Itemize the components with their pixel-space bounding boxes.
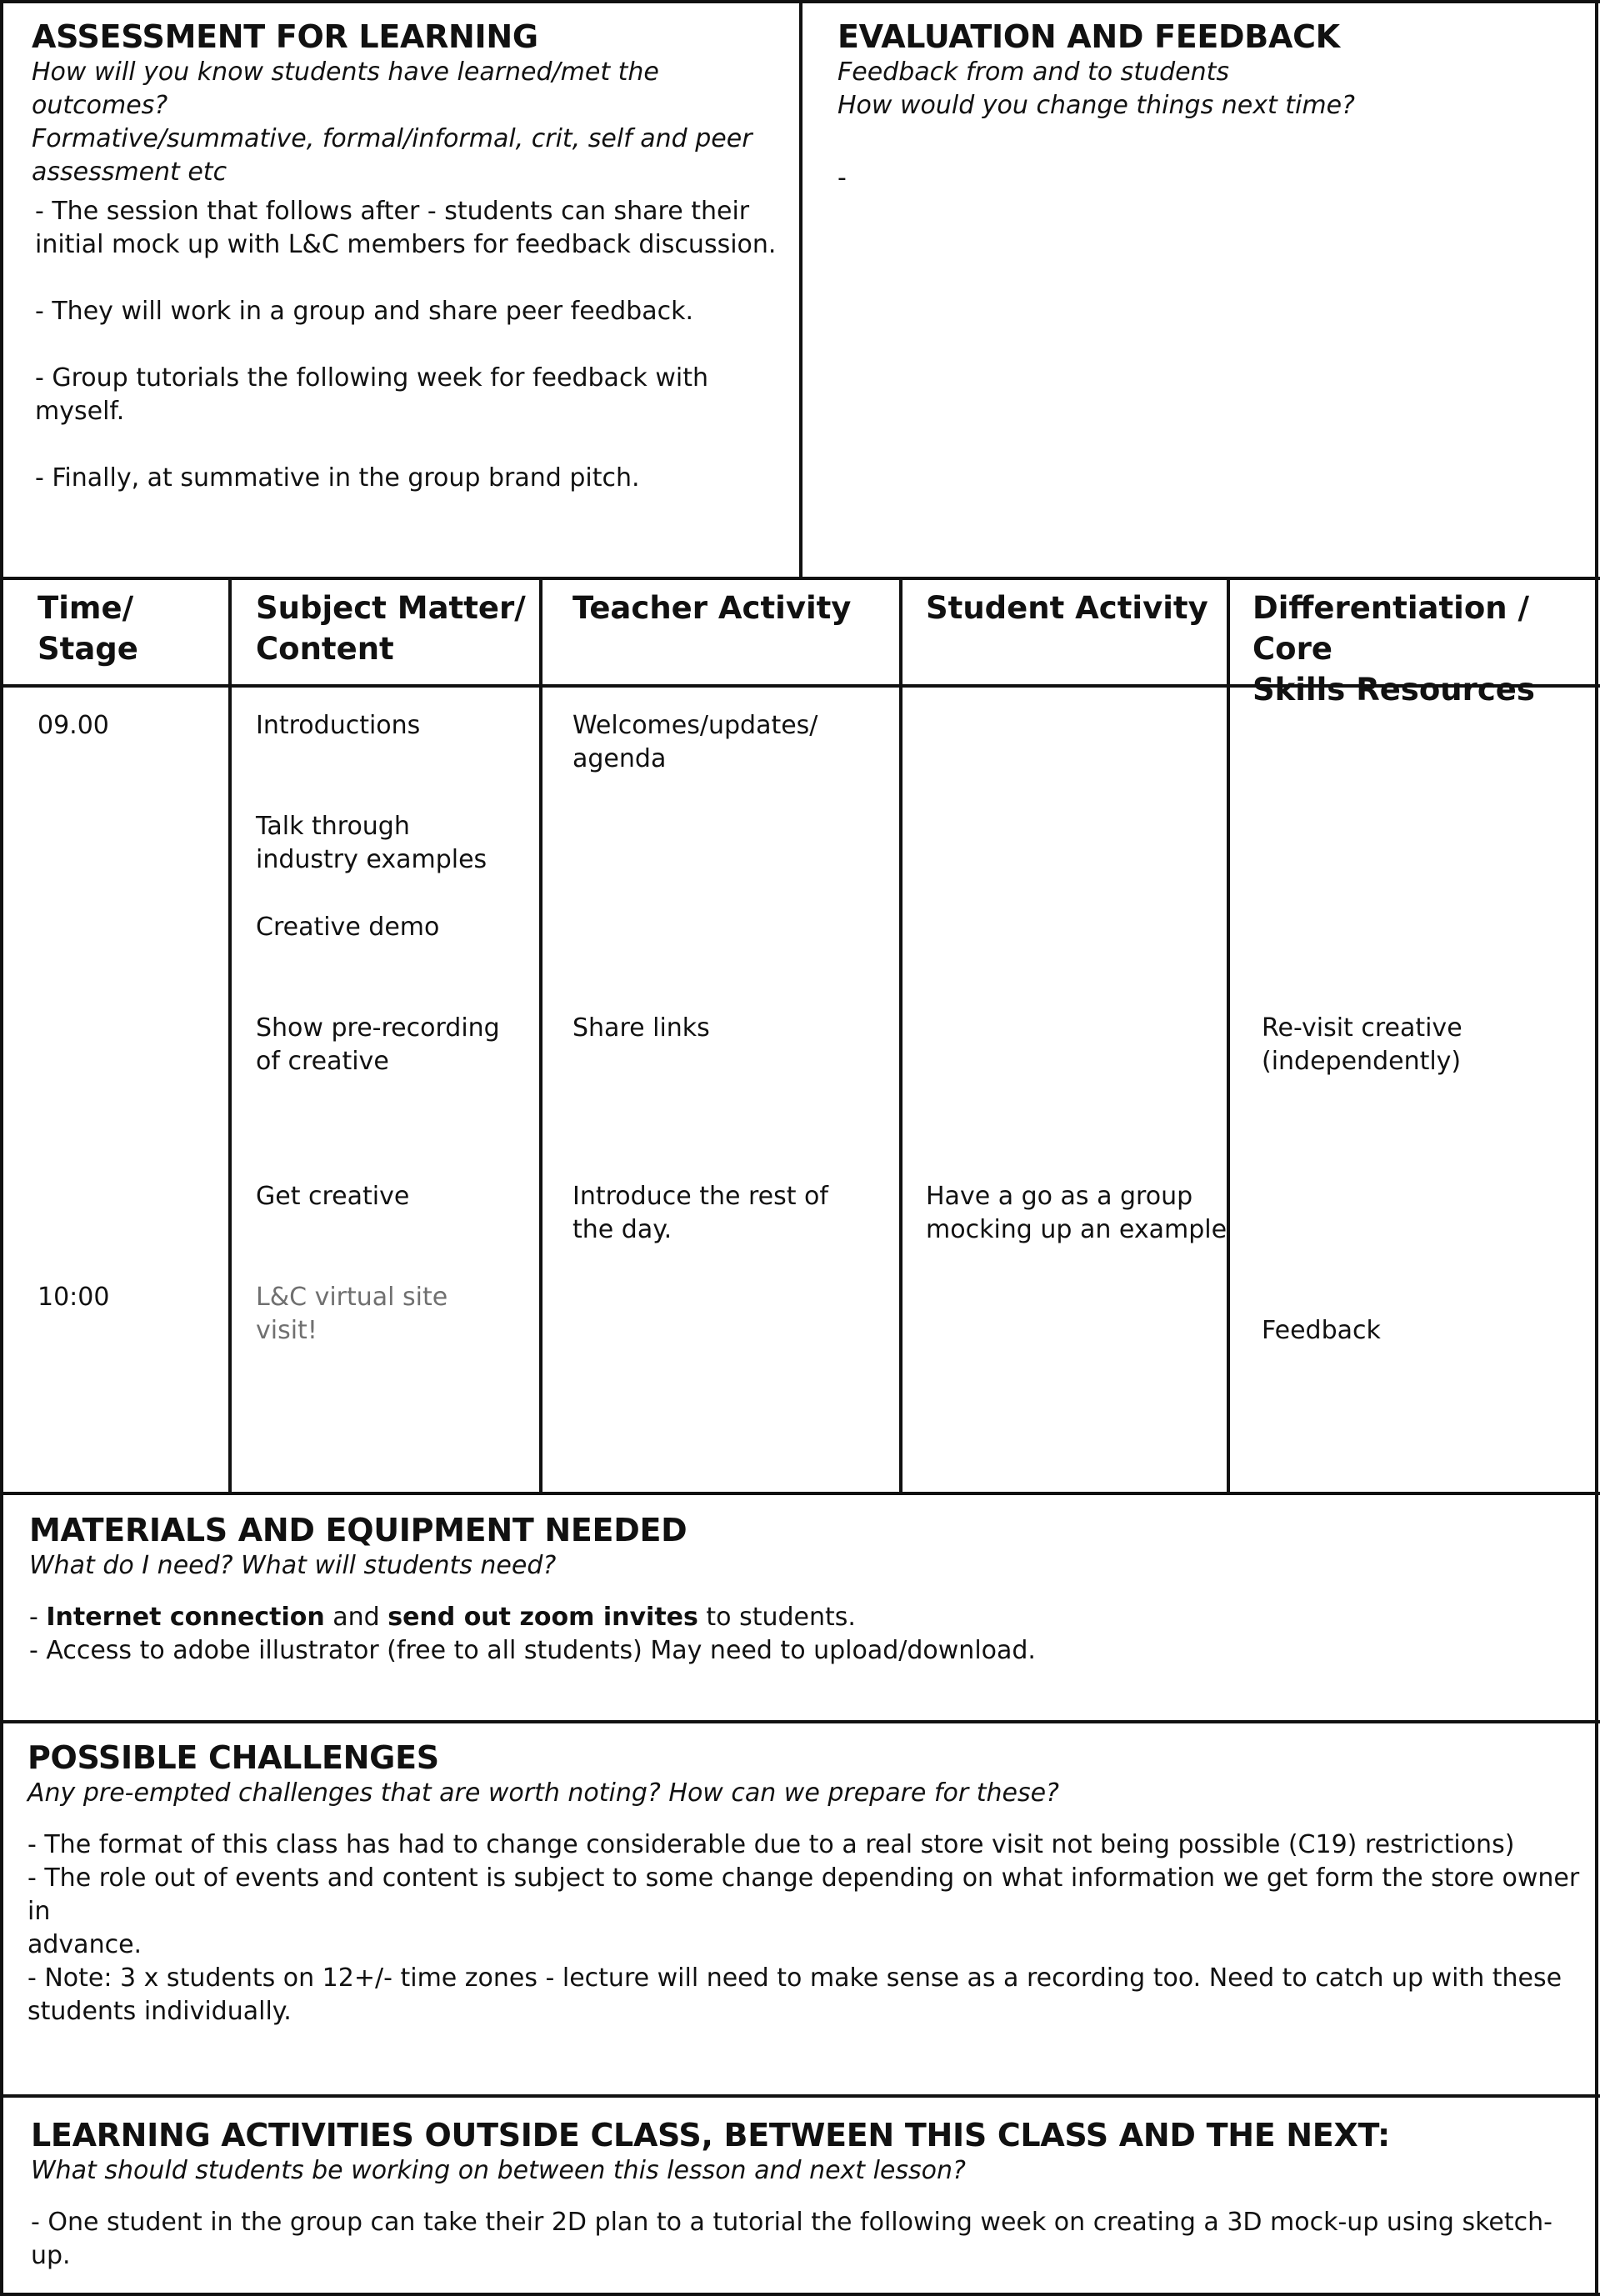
subject-cell: Creative demo: [256, 913, 440, 942]
table-col-divider-3: [899, 577, 902, 1493]
border-bottom: [0, 2293, 1600, 2296]
assessment-item: initial mock up with L&C members for feedback discussion.: [35, 230, 777, 259]
teacher-cell: Introduce the rest of the day.: [572, 1182, 828, 1244]
outside-class-body: - One student in the group can take their 2D plan to a tutorial the following week on creating a 3D mock-up using sketch-up.: [31, 2208, 1552, 2270]
subject-cell: Talk through industry examples: [256, 812, 488, 874]
materials-subtitle: What do I need? What will students need?: [29, 1551, 557, 1580]
assessment-item: myself.: [35, 397, 125, 426]
divider-challenges: [0, 2094, 1600, 2098]
evaluation-section: [838, 18, 1571, 195]
assessment-item: - They will work in a group and share peer feedback.: [35, 297, 693, 326]
differentiation-cell: Re-visit creative (independently): [1262, 1013, 1462, 1076]
assessment-item: - Finally, at summative in the group brand pitch.: [35, 463, 640, 493]
evaluation-title: EVALUATION AND FEEDBACK: [838, 18, 1340, 55]
differentiation-cell: Feedback: [1262, 1316, 1381, 1345]
evaluation-subtitle: Feedback from and to students How would you change things next time?: [838, 58, 1355, 120]
teacher-cell: Share links: [572, 1013, 710, 1043]
header-time-stage: Time/ Stage: [38, 590, 138, 667]
header-differentiation: Differentiation / Core Skills Resources: [1252, 590, 1535, 708]
header-student-activity: Student Activity: [926, 590, 1208, 626]
table-col-divider-2: [539, 577, 542, 1493]
divider-top-sections: [799, 0, 802, 580]
divider-table-top: [0, 577, 1600, 580]
materials-item: - Internet connection and send out zoom invites to students.: [29, 1603, 856, 1632]
challenges-item: - Note: 3 x students on 12+/- time zones - lecture will need to make sense as a recording too. Need to catch up with these: [28, 1963, 1562, 1993]
evaluation-body: -: [838, 163, 847, 193]
table-col-divider-4: [1227, 577, 1230, 1493]
assessment-item: - The session that follows after - students can share their: [35, 197, 750, 226]
challenges-item: advance.: [28, 1930, 142, 1959]
challenges-item: students individually.: [28, 1997, 292, 2026]
materials-section: [29, 1512, 1579, 1668]
subject-cell: Show pre-recording of creative: [256, 1013, 500, 1076]
challenges-item: - The role out of events and content is subject to some change depending on what information we get form the store owner in: [28, 1863, 1580, 1926]
border-right: [1595, 0, 1598, 2296]
divider-table-bottom: [0, 1492, 1600, 1495]
header-teacher-activity: Teacher Activity: [572, 590, 852, 626]
assessment-section: [32, 18, 782, 495]
subject-cell: Introductions: [256, 711, 421, 740]
divider-materials: [0, 1720, 1600, 1723]
header-subject-matter: Subject Matter/ Content: [256, 590, 526, 667]
outside-class-subtitle: What should students be working on between this lesson and next lesson?: [31, 2156, 966, 2185]
border-left: [0, 0, 3, 2296]
time-cell: 09.00: [38, 711, 109, 740]
outside-class-section: [31, 2117, 1581, 2273]
challenges-subtitle: Any pre-empted challenges that are worth noting? How can we prepare for these?: [28, 1778, 1059, 1808]
teacher-cell: Welcomes/updates/ agenda: [572, 711, 818, 773]
challenges-title: POSSIBLE CHALLENGES: [28, 1739, 439, 1776]
assessment-item: - Group tutorials the following week for feedback with: [35, 363, 708, 393]
challenges-item: - The format of this class has had to change considerable due to a real store visit not being possible (C19) restrictions): [28, 1830, 1515, 1859]
challenges-section: [28, 1739, 1586, 2028]
assessment-title: ASSESSMENT FOR LEARNING: [32, 18, 538, 55]
time-cell: 10:00: [38, 1283, 110, 1312]
assessment-items: [32, 195, 782, 495]
materials-item: - Access to adobe illustrator (free to all students) May need to upload/download.: [29, 1636, 1036, 1665]
challenges-list: [28, 1828, 1586, 2028]
materials-title: MATERIALS AND EQUIPMENT NEEDED: [29, 1512, 688, 1548]
materials-list: [29, 1601, 1579, 1668]
student-cell: Have a go as a group mocking up an example: [926, 1182, 1228, 1244]
subject-cell: L&C virtual site visit!: [256, 1283, 448, 1345]
assessment-subtitle: How will you know students have learned/met the outcomes? Formative/summative, formal/informal, crit, self and peer assessment etc: [32, 58, 752, 187]
outside-class-title: LEARNING ACTIVITIES OUTSIDE CLASS, BETWEEN THIS CLASS AND THE NEXT:: [31, 2117, 1390, 2153]
subject-cell: Get creative: [256, 1182, 410, 1211]
table-col-divider-1: [228, 577, 232, 1493]
